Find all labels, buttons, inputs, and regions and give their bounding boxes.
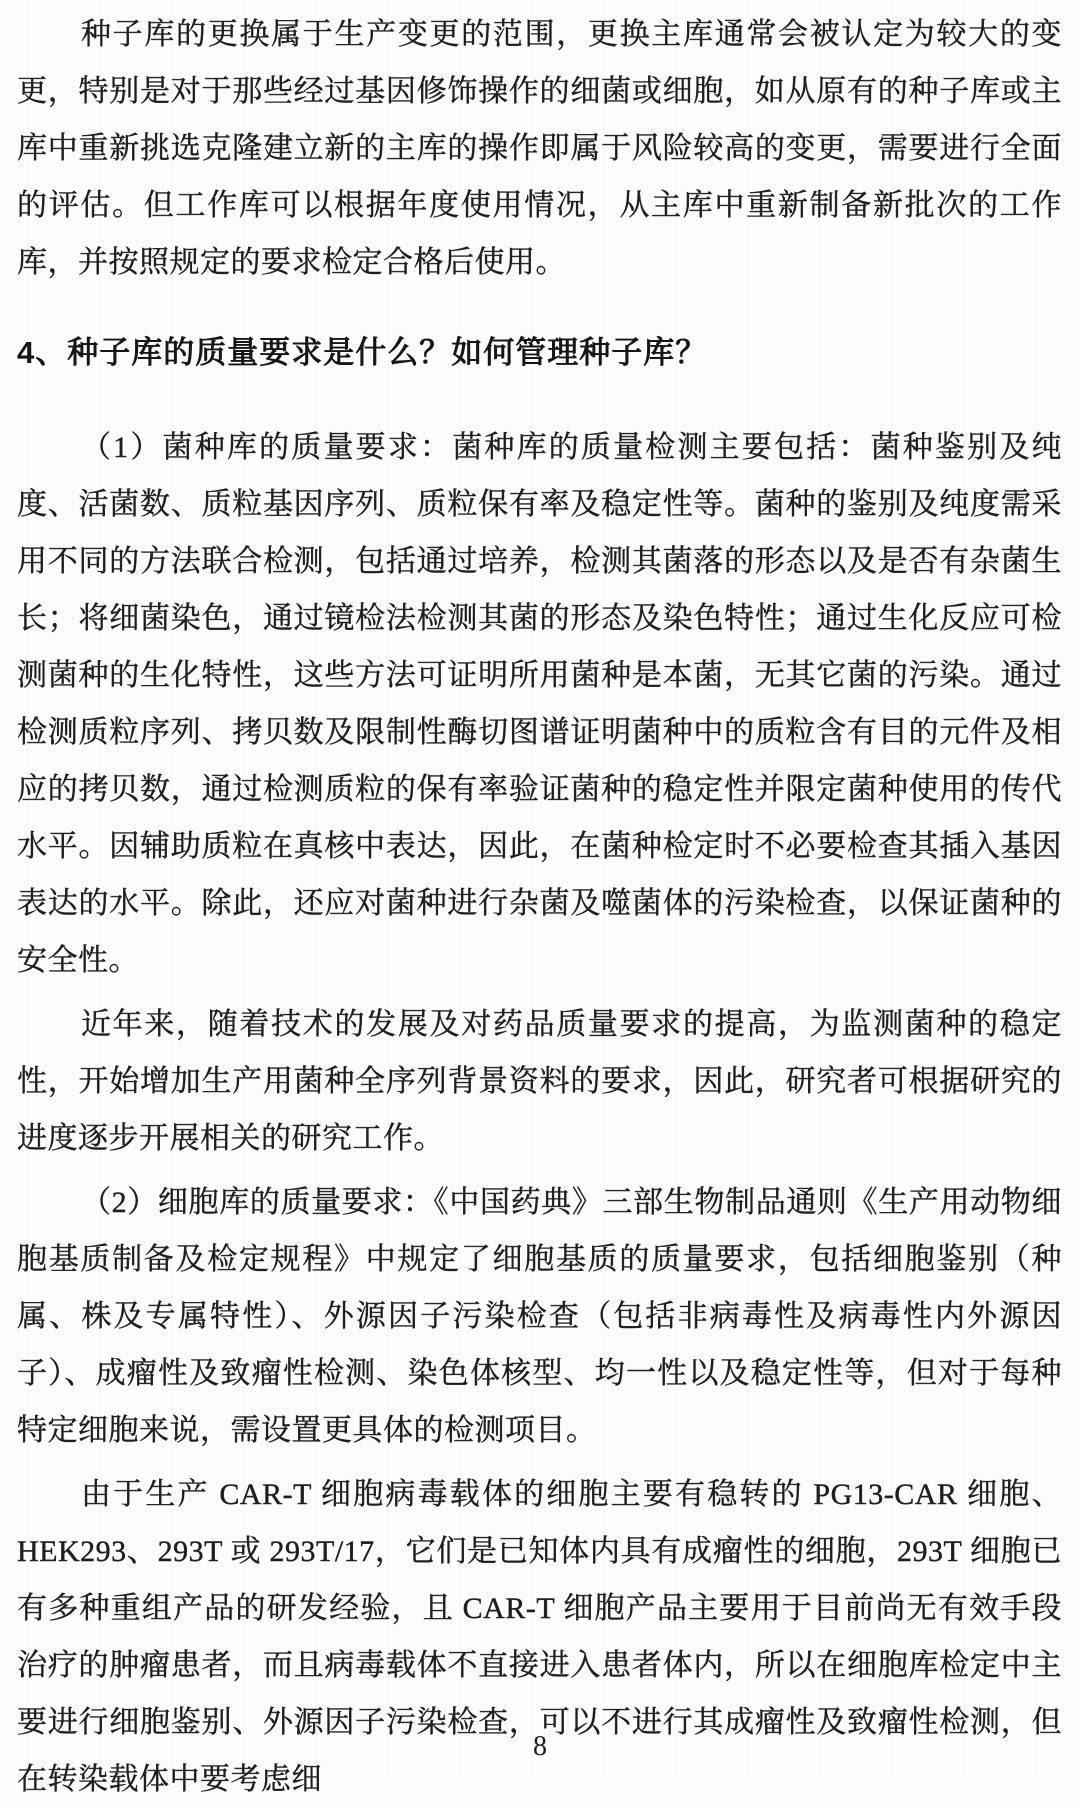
paragraph-seed-bank-change: 种子库的更换属于生产变更的范围，更换主库通常会被认定为较大的变更，特别是对于那些经过基因修饰操作的细菌或细胞，如从原有的种子库或主库中重新挑选克隆建立新的主库的操作即属于风险较高的变更，需要进行全面的评估。但工作库可以根据年度使用情况，从主库中重新制备新批次的工作库，并按照规定的要求检定合格后使用。 (17, 18, 1062, 279)
paragraph-recent-years: 近年来，随着技术的发展及对药品质量要求的提高，为监测菌种的稳定性，开始增加生产用菌种全序列背景资料的要求，因此，研究者可根据研究的进度逐步开展相关的研究工作。 (17, 1008, 1062, 1155)
paragraph-cell-bank-quality: （2）细胞库的质量要求：《中国药典》三部生物制品通则《生产用动物细胞基质制备及检定规程》中规定了细胞基质的质量要求，包括细胞鉴别（种属、株及专属特性）、外源因子污染检查（包括非病毒性及病毒性内外源因子）、成瘤性及致瘤性检测、染色体核型、均一性以及稳定性等，但对于每种特定细胞来说，需设置更具体的检测项目。 (17, 1186, 1062, 1447)
page-footer (0, 1731, 1080, 1763)
paragraph-strain-bank-quality: （1）菌种库的质量要求：菌种库的质量检测主要包括：菌种鉴别及纯度、活菌数、质粒基因序列、质粒保有率及稳定性等。菌种的鉴别及纯度需采用不同的方法联合检测，包括通过培养，检测其菌落的形态以及是否有杂菌生长；将细菌染色，通过镜检法检测其菌的形态及染色特性；通过生化反应可检测菌种的生化特性，这些方法可证明所用菌种是本菌，无其它菌的污染。通过检测质粒序列、拷贝数及限制性酶切图谱证明菌种中的质粒含有目的元件及相应的拷贝数，通过检测质粒的保有率验证菌种的稳定性并限定菌种使用的传代水平。因辅助质粒在真核中表达，因此，在菌种检定时不必要检查其插入基因表达的水平。除此，还应对菌种进行杂菌及噬菌体的污染检查，以保证菌种的安全性。 (17, 431, 1062, 977)
page-number: 8 (533, 1731, 547, 1762)
paragraph-car-t-cells: 由于生产 CAR-T 细胞病毒载体的细胞主要有稳转的 PG13-CAR 细胞、HEK293、293T 或 293T/17，它们是已知体内具有成瘤性的细胞，293T 细胞已有多种重组产品的研发经验，且 CAR-T 细胞产品主要用于目前尚无有效手段治疗的肿瘤患者，而且病毒载体不直接进入患者体内，所以在细胞库检定中主要进行细胞鉴别、外源因子污染检查，可以不进行其成瘤性及致瘤性检测，但在转染载体中要考虑细 (17, 1478, 1062, 1796)
section-heading-question-4: 4、种子库的质量要求是什么？如何管理种子库？ (17, 335, 708, 370)
